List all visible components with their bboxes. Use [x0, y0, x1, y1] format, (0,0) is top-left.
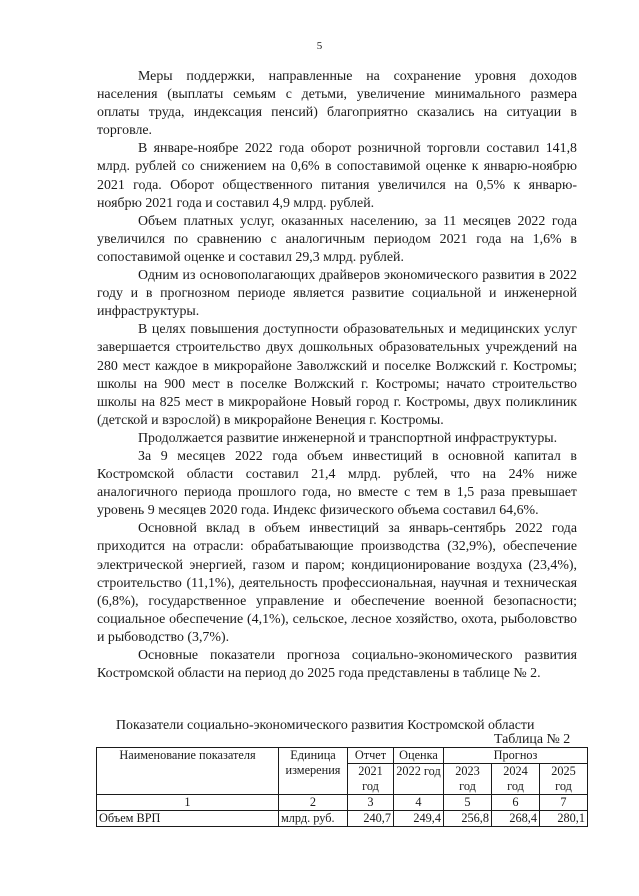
header-unit: Единица измерения — [279, 748, 348, 795]
header-estimate: Оценка — [394, 748, 444, 764]
column-number: 7 — [540, 795, 588, 811]
row-indicator-name: Объем ВРП — [97, 811, 279, 827]
paragraph: Объем платных услуг, оказанных населению, за 11 месяцев 2022 года увеличился по сравнению с аналогичным периодом 2021 года на 1,6% в сопоставимой оценке и составил 29,3 млрд. рублей. — [97, 213, 577, 265]
row-unit: млрд. руб. — [279, 811, 348, 827]
column-number: 5 — [444, 795, 492, 811]
table-row — [97, 811, 588, 827]
paragraph: Меры поддержки, направленные на сохранение уровня доходов населения (выплаты семьям с детьми, увеличение минимального размера оплаты труда, индексация пенсий) благоприятно сказались на ситуации в торговле. — [97, 69, 577, 139]
paragraph: Продолжается развитие инженерной и транспортной инфраструктуры. — [138, 430, 558, 446]
table-title: Показатели социально-экономического развития Костромской области — [116, 718, 535, 733]
header-year: 2023 год — [444, 764, 492, 795]
column-number: 1 — [97, 795, 279, 811]
header-year: 2024 год — [492, 764, 540, 795]
paragraph: За 9 месяцев 2022 года объем инвестиций в основной капитал в Костромской области составил 21,4 млрд. рублей, что на 24% ниже аналогичного периода прошлого года, но вместе с тем в 1,5 раза превышает уровень 9 месяцев 2020 года. Индекс физического объема составил 64,6%. — [97, 448, 577, 519]
row-value: 256,8 — [444, 811, 492, 827]
header-year: 2021 год — [348, 764, 394, 795]
paragraph: Одним из основополагающих драйверов экономического развития в 2022 году и в прогнозном периоде является развитие социальной и инженерной инфраструктуры. — [97, 268, 577, 320]
table-header-row — [97, 748, 588, 764]
row-value: 240,7 — [348, 811, 394, 827]
page-number: 5 — [316, 40, 323, 52]
column-number: 3 — [348, 795, 394, 811]
header-report: Отчет — [348, 748, 394, 764]
paragraph: Основной вклад в объем инвестиций за январь-сентябрь 2022 года приходится на отрасли: обрабатывающие производства (32,9%), обеспечение электрической энергией, газом и паром; кондиционирование воздуха (23,4%), строительство (11,1%), деятельность профессиональная, научная и техническая (6,8%), государственное управление и обеспечение военной безопасности; социальное обеспечение (4,1%), сельское, лесное хозяйство, охота, рыболовство и рыбоводство (3,7%). — [97, 521, 577, 645]
table-column-numbers-row — [97, 795, 588, 811]
column-number: 2 — [279, 795, 348, 811]
paragraph: В январе-ноябре 2022 года оборот розничной торговли составил 141,8 млрд. рублей со снижением на 0,6% в сопоставимой оценке к январю-ноябрю 2021 года. Оборот общественного питания увеличился на 0,5% к январю-ноябрю 2021 года и составил 4,9 млрд. рублей. — [97, 141, 577, 211]
header-forecast: Прогноз — [444, 748, 588, 764]
column-number: 6 — [492, 795, 540, 811]
header-year: 2022 год — [394, 764, 444, 795]
paragraph: В целях повышения доступности образовательных и медицинских услуг завершается строительство двух дошкольных образовательных учреждений на 280 мест каждое в микрорайоне Заволжский и поселке Волжский г. Костромы; школы на 900 мест в поселке Волжский г. Костромы; начато строительство школы на 825 мест в микрорайоне Новый город г. Костромы, двух поликлиник (детской и взрослой) в микрорайоне Венеция г. Костромы. — [97, 322, 577, 428]
table-number: Таблица № 2 — [494, 732, 571, 747]
header-indicator: Наименование показателя — [97, 748, 279, 795]
column-number: 4 — [394, 795, 444, 811]
row-value: 268,4 — [492, 811, 540, 827]
body-text — [97, 68, 577, 683]
row-value: 249,4 — [394, 811, 444, 827]
indicators-table — [96, 747, 588, 827]
header-year: 2025 год — [540, 764, 588, 795]
row-value: 280,1 — [540, 811, 588, 827]
paragraph: Основные показатели прогноза социально-экономического развития Костромской области на период до 2025 года представлены в таблице № 2. — [97, 648, 577, 682]
